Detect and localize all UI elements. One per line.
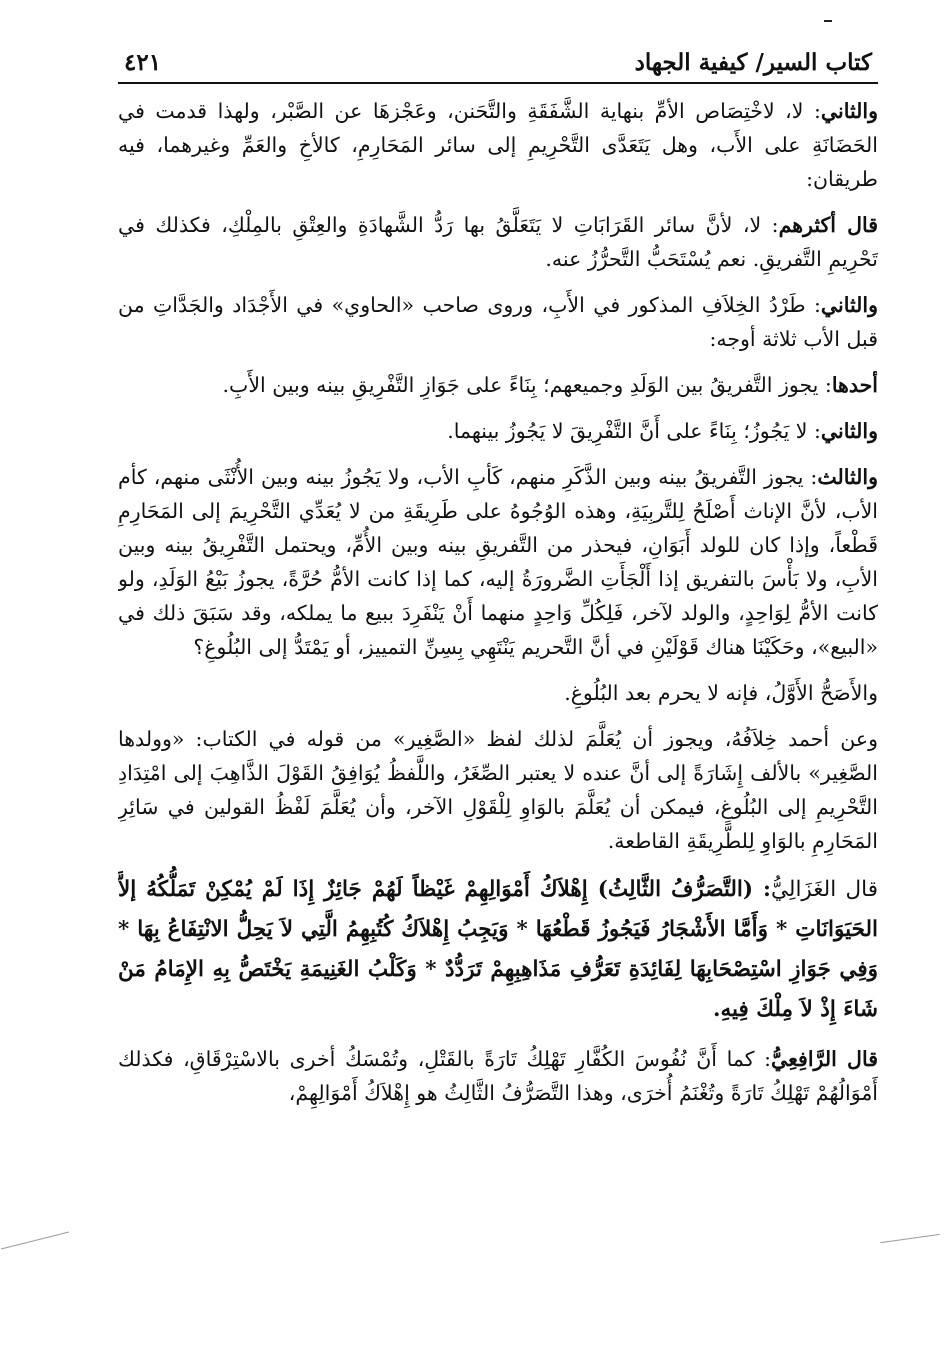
paragraph: [118, 414, 878, 448]
paragraph-lead: قال أكثرهم: [778, 213, 878, 237]
page-body: [118, 94, 878, 1110]
matn-paragraph: [118, 870, 878, 1030]
paragraph-text: : لا، لاخْتِصَاص الأمِّ بنهاية الشَّفَقَةِ والتَّحَنن، وعَجْزهَا عن الصَّبْر، ولهذا قدمت في الحَضَانَةِ على الأَب، وهل يَتَعَدَّى التَّحْرِيمِ إلى سائر المَحَارِمِ، كالأخِ والعَمِّ وغيرهما، فيه طريقان:: [118, 99, 878, 191]
paragraph: [118, 1042, 878, 1110]
scan-speck: [824, 20, 832, 22]
paragraph-lead: والثاني: [820, 293, 878, 317]
paragraph: [118, 676, 878, 710]
paragraph-text: : لا يَجُوزُ؛ بِنَاءً على أَنَّ التَّفْرِيقَ لا يَجُوزُ بينهما.: [447, 419, 821, 443]
paragraph-text: والأَصَحُّ الأَوَّلُ، فإنه لا يحرم بعد البُلُوغِ.: [564, 681, 878, 705]
running-title: كتاب السير/ كيفية الجهاد: [634, 49, 872, 76]
paragraph: [118, 208, 878, 276]
paragraph-text: : كما أَنَّ نُفُوسَ الكُفَّارِ تَهْلِكُ تَارَةً بالقَتْلِ، وتُمْسَكُ أخرى بالاسْتِرْقَاقِ، فكذلك أَمْوَالُهُمْ تَهْلِكُ تَارَةً وتُغْنَمُ أُخرَى، وهذا التَّصَرُّفُ الثَّالِثُ هو إِهْلاَكُ أَمْوَالِهِمْ،: [118, 1047, 878, 1105]
page-header: [118, 40, 878, 84]
paragraph: [118, 460, 878, 664]
paragraph-text: : لا، لأنَّ سائر القَرَابَاتِ لا يَتَعَلَّقُ بها رَدُّ الشَّهادَةِ والعِتْقِ بالمِلْكِ، فكذلك في تَحْرِيمِ التَّفريقِ. نعم يُسْتَحَبُّ التَّحرُّزُ عنه.: [118, 213, 878, 271]
paragraph-lead: والثاني: [820, 99, 878, 123]
paragraph-lead: قال الرَّافِعِيُّ: [771, 1047, 878, 1071]
scan-artifact-line: [1, 1232, 69, 1250]
page-number: ٤٢١: [124, 49, 162, 76]
paragraph-text: وعن أحمد خِلاَفُهُ، ويجوز أن يُعَلَّمَ لذلك لفظ «الصَّغِير» من قوله في الكتاب: «وولدها الصَّغِير» بالألف إِشَارَةً إلى أنَّ عنده لا يعتبر الصِّغَرُ، واللَّفظُ يُوَافِقُ القَوْلَ الذَّاهِبَ إلى امْتِدَادِ التَّحْرِيمِ إلى البُلُوغِ، فيمكن أن يُعَلَّمَ بالوَاوِ لِلْقَوْلِ الآخر، وأن يُعَلَّمَ لَفْظُ القولين في سَائِرِ المَحَارِمِ بالوَاوِ لِلطَّرِيقَةِ القاطعة.: [118, 727, 878, 853]
book-page: [118, 40, 878, 1330]
paragraph-lead: والثاني: [820, 419, 878, 443]
paragraph-lead: أحدها: [831, 373, 878, 397]
paragraph-text: : يجوز التَّفريقُ بينه وبين الذَّكَرِ منهم، كَأبِ الأب، ولا يَجُوزُ بينه وبين الأُنْثَى منهم، كأم الأب، لأنَّ الإناث أَصْلَحُ لِلتَّربِيَةِ، وهذه الوُجُوهُ على طَرِيقَةِ من لا يُعَدِّي التَّحْرِيمَ إلى المَحَارِمِ قَطْعاً، وإذا كان للولد أَبَوَانِ، فيحذر من التَّفريقِ بينه وبين الأُمِّ، ويحتمل التَّفْرِيقُ بينه وبين الأبِ، ولا بَأْسَ بالتفريق إذا أَلْجَأَتِ الضَّرورَةُ إليه، كما إذا كانت الأمُّ حُرَّةً، يجوزُ بَيْعُ الوَلَدِ، ولو كانت الأمُّ لِوَاحِدٍ، والولد لآخر، فَلِكُلِّ وَاحِدٍ منهما أَنْ يَنْفَرِدَ ببيع ما يملكه، وقد سَبَقَ ذلك في «البيع»، وحَكَيْنَا هناك قَوْلَيْنِ في أنَّ التَّحريم يَنْتَهِي بِسِنِّ التمييز، أو يَمْتَدُّ إلى البُلُوغِ؟: [118, 465, 878, 659]
paragraph: [118, 368, 878, 402]
scan-artifact-line: [880, 1234, 940, 1243]
paragraph: [118, 288, 878, 356]
paragraph: [118, 94, 878, 196]
paragraph: [118, 722, 878, 858]
paragraph-text: : طَرْدُ الخِلاَفِ المذكور في الأَبِ، وروى صاحب «الحاوي» في الأَجْدَاد والجَدَّاتِ من قبل الأب ثلاثة أوجه:: [118, 293, 878, 351]
paragraph-text: : (التَّصَرُّفُ الثَّالِثُ) إِهْلاَكُ أَمْوَالِهِمْ غَيْظاً لَهُمْ جَائِزٌ إِذَا لَمْ يُمْكِنْ تَمَلُّكُهُ إلاَّ الحَيَوَانَاتِ * وَأَمَّا الأَشْجَارُ فَيَجُوزُ قَطْعُهَا * وَيَجِبُ إِهْلاَكُ كُتُبِهِمُ الَّتِي لاَ يَحِلُّ الانْتِفَاعُ بِهَا * وَفِي جَوَازِ اسْتِصْحَابِهَا لِفَائِدَةِ تَعَرُّفِ مَذَاهِبِهِمْ تَرَدُّدٌ * وَكَلْبُ الغَنِيمَةِ يَخْتَصُّ بِهِ الإِمَامُ مَنْ شَاءَ إِذْ لاَ مِلْكَ فِيهِ.: [118, 877, 878, 1022]
paragraph-text: : يجوز التَّفريقُ بين الوَلَدِ وجميعهم؛ بِنَاءً على جَوَازِ التَّفْرِيقِ بينه وبين الأَبِ.: [222, 373, 832, 397]
paragraph-lead: قال الغَزَالِيُّ: [770, 877, 878, 902]
paragraph-lead: والثالث: [817, 465, 878, 489]
